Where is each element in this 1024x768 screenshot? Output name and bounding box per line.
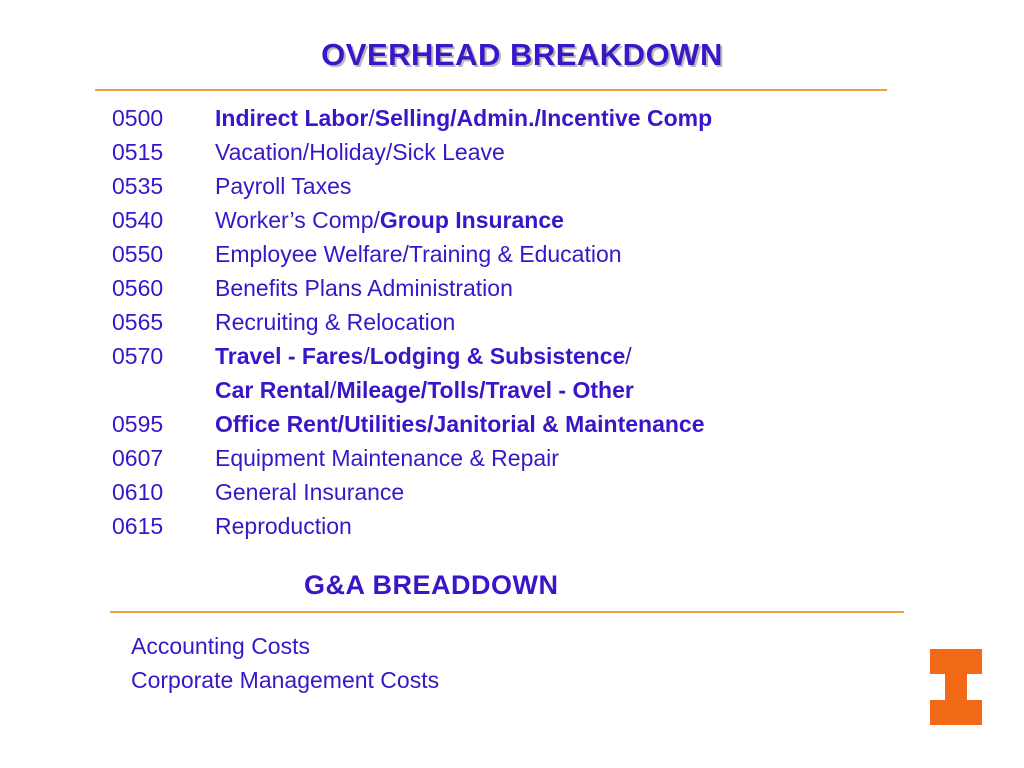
overhead-list — [112, 102, 712, 544]
description-segment: Mileage/Tolls/Travel - Other — [336, 377, 634, 403]
account-description — [215, 408, 705, 442]
description-segment: Employee Welfare/Training & Education — [215, 241, 622, 267]
account-code: 0607 — [112, 445, 164, 471]
account-code: 0500 — [112, 105, 164, 131]
account-code — [112, 374, 215, 408]
description-segment: Indirect Labor — [215, 105, 369, 131]
account-description — [215, 306, 455, 340]
ga-list — [131, 630, 439, 698]
account-description — [215, 272, 513, 306]
list-item — [112, 136, 712, 170]
account-description — [215, 136, 505, 170]
account-code: 0610 — [112, 479, 164, 505]
description-segment: / — [368, 105, 375, 131]
list-item — [112, 272, 712, 306]
account-description — [215, 204, 564, 238]
list-item — [112, 510, 712, 544]
list-item — [112, 374, 712, 408]
list-item — [112, 170, 712, 204]
description-segment: Benefits Plans Administration — [215, 275, 513, 301]
account-description — [215, 170, 351, 204]
description-segment: Payroll Taxes — [215, 173, 352, 199]
description-segment: Recruiting & Relocation — [215, 309, 456, 335]
account-description — [215, 510, 352, 544]
account-description — [215, 442, 559, 476]
account-code: 0550 — [112, 241, 164, 267]
list-item — [112, 204, 712, 238]
description-segment: Vacation/Holiday/Sick Leave — [215, 139, 505, 165]
description-segment: / — [363, 343, 370, 369]
account-code: 0535 — [112, 173, 164, 199]
description-segment: / — [330, 377, 337, 403]
description-segment: Group Insurance — [379, 207, 564, 233]
title-divider — [95, 89, 887, 91]
account-code: 0595 — [112, 411, 164, 437]
account-description — [215, 102, 712, 136]
ga-divider — [110, 611, 904, 613]
list-item: Accounting Costs — [131, 633, 310, 659]
account-description — [215, 238, 622, 272]
block-i-logo-icon — [930, 649, 982, 725]
description-segment: Lodging & Subsistence — [369, 343, 626, 369]
description-segment: Travel - Fares — [215, 343, 364, 369]
account-code: 0615 — [112, 513, 164, 539]
list-item — [112, 340, 712, 374]
account-code: 0565 — [112, 309, 164, 335]
list-item — [112, 238, 712, 272]
description-segment: Selling/Admin./Incentive Comp — [374, 105, 713, 131]
description-segment: Equipment Maintenance & Repair — [215, 445, 559, 471]
page-title: OVERHEAD BREAKDOWN — [321, 37, 723, 72]
description-segment: Office Rent/Utilities/Janitorial & Maintenance — [215, 411, 705, 437]
list-item — [112, 306, 712, 340]
account-code: 0540 — [112, 207, 164, 233]
account-code: 0560 — [112, 275, 164, 301]
account-description — [215, 374, 634, 408]
list-item — [112, 408, 712, 442]
description-segment: Worker’s Comp/ — [215, 207, 380, 233]
description-segment: General Insurance — [215, 479, 405, 505]
account-code: 0515 — [112, 139, 164, 165]
list-item — [112, 102, 712, 136]
account-description — [215, 476, 404, 510]
account-description — [215, 340, 632, 374]
description-segment: / — [625, 343, 632, 369]
description-segment: Car Rental — [215, 377, 331, 403]
list-item — [112, 476, 712, 510]
list-item: Corporate Management Costs — [131, 667, 440, 693]
description-segment: Reproduction — [215, 513, 352, 539]
account-code: 0570 — [112, 343, 164, 369]
ga-title: G&A BREADDOWN — [304, 570, 559, 600]
list-item — [112, 442, 712, 476]
